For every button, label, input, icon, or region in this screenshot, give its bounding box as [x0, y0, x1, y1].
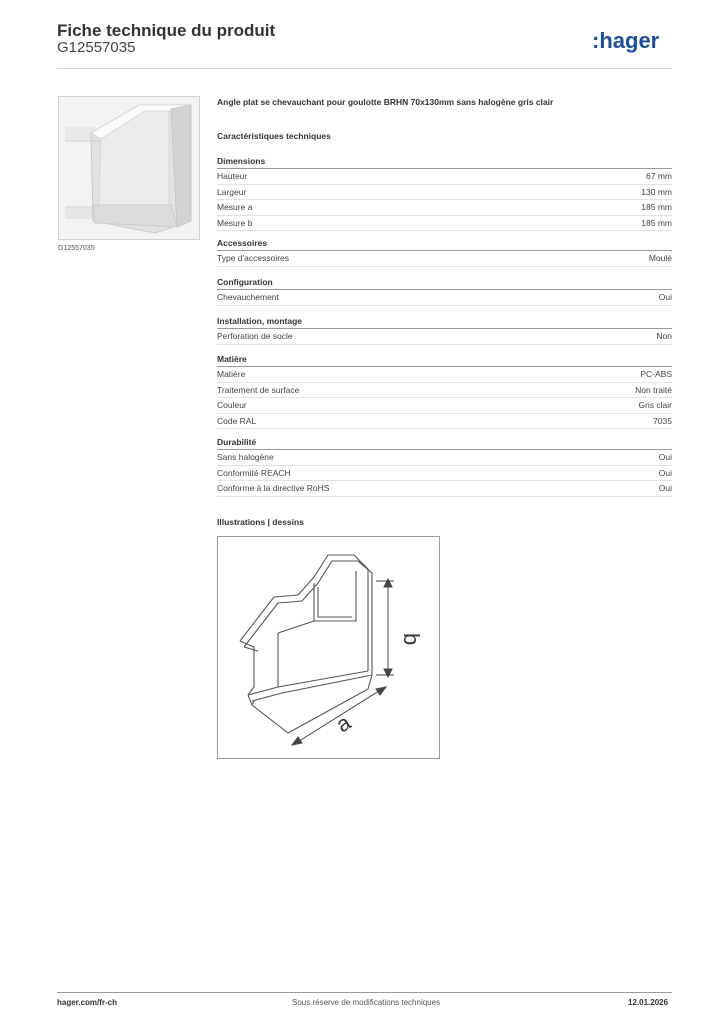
technical-drawing	[217, 536, 440, 759]
spec-row	[217, 383, 672, 399]
spec-section-configuration	[217, 276, 672, 306]
product-reference: G12557035	[57, 39, 136, 56]
spec-row	[217, 481, 672, 497]
spec-value: 7035	[653, 415, 672, 426]
spec-label: Perforation de socle	[217, 331, 293, 341]
section-title: Configuration	[217, 276, 672, 290]
spec-label: Conformité REACH	[217, 467, 291, 478]
footer-divider	[57, 992, 672, 993]
spec-value: Gris clair	[638, 400, 672, 410]
spec-row	[217, 185, 672, 201]
spec-label: Chevauchement	[217, 292, 279, 302]
spec-value: 185 mm	[641, 217, 672, 228]
header-divider	[57, 68, 672, 69]
spec-row	[217, 216, 672, 232]
logo-text: :hager	[592, 28, 660, 53]
spec-row	[217, 290, 672, 306]
spec-section-accessoires	[217, 237, 672, 267]
spec-label: Traitement de surface	[217, 384, 300, 395]
spec-value: Non traité	[635, 384, 672, 395]
spec-section-durabilite	[217, 436, 672, 497]
spec-row	[217, 251, 672, 267]
spec-value: Oui	[658, 292, 672, 302]
spec-label: Conforme à la directive RoHS	[217, 483, 330, 493]
section-title: Accessoires	[217, 237, 672, 251]
spec-row	[217, 398, 672, 414]
spec-value: 67 mm	[646, 171, 672, 181]
spec-value: Oui	[658, 452, 672, 462]
spec-label: Matière	[217, 369, 246, 379]
spec-label: Sans halogène	[217, 452, 274, 462]
spec-value: 185 mm	[641, 202, 672, 212]
spec-row	[217, 414, 672, 430]
spec-label: Hauteur	[217, 171, 248, 181]
spec-row	[217, 367, 672, 383]
section-title: Dimensions	[217, 155, 672, 169]
spec-label: Couleur	[217, 400, 247, 410]
footer-disclaimer: Sous réserve de modifications techniques	[292, 998, 441, 1007]
spec-label: Mesure b	[217, 217, 253, 228]
spec-label: Type d'accessoires	[217, 253, 290, 263]
spec-label: Code RAL	[217, 415, 257, 426]
spec-value: PC-ABS	[640, 369, 672, 379]
dimension-label-a: a	[331, 709, 356, 738]
spec-value: Oui	[658, 483, 672, 493]
spec-row	[217, 329, 672, 345]
spec-row	[217, 450, 672, 466]
footer-website-link[interactable]: hager.com/fr-ch	[57, 998, 118, 1007]
spec-row	[217, 169, 672, 185]
product-photo	[58, 96, 200, 240]
spec-row	[217, 200, 672, 216]
dimension-label-b: b	[399, 633, 424, 646]
page-title: Fiche technique du produit	[57, 21, 276, 40]
spec-value: Moulé	[648, 253, 672, 263]
spec-label: Mesure a	[217, 202, 253, 212]
footer-date: 12.01.2026	[628, 998, 669, 1007]
spec-value: Oui	[658, 467, 672, 478]
spec-section-dimensions	[217, 155, 672, 231]
hager-logo	[592, 27, 676, 57]
specs-heading: Caractéristiques techniques	[217, 131, 331, 141]
spec-value: Non	[656, 331, 672, 341]
section-title: Installation, montage	[217, 315, 672, 329]
spec-value: 130 mm	[641, 186, 672, 197]
illustrations-heading: Illustrations | dessins	[217, 517, 304, 527]
spec-row	[217, 466, 672, 482]
spec-section-installation	[217, 315, 672, 345]
product-name: Angle plat se chevauchant pour goulotte BRHN 70x130mm sans halogène gris clair	[217, 97, 554, 107]
photo-caption: G12557035	[58, 245, 95, 252]
spec-label: Largeur	[217, 186, 247, 197]
section-title: Matière	[217, 353, 672, 367]
spec-section-matiere	[217, 353, 672, 429]
section-title: Durabilité	[217, 436, 672, 450]
